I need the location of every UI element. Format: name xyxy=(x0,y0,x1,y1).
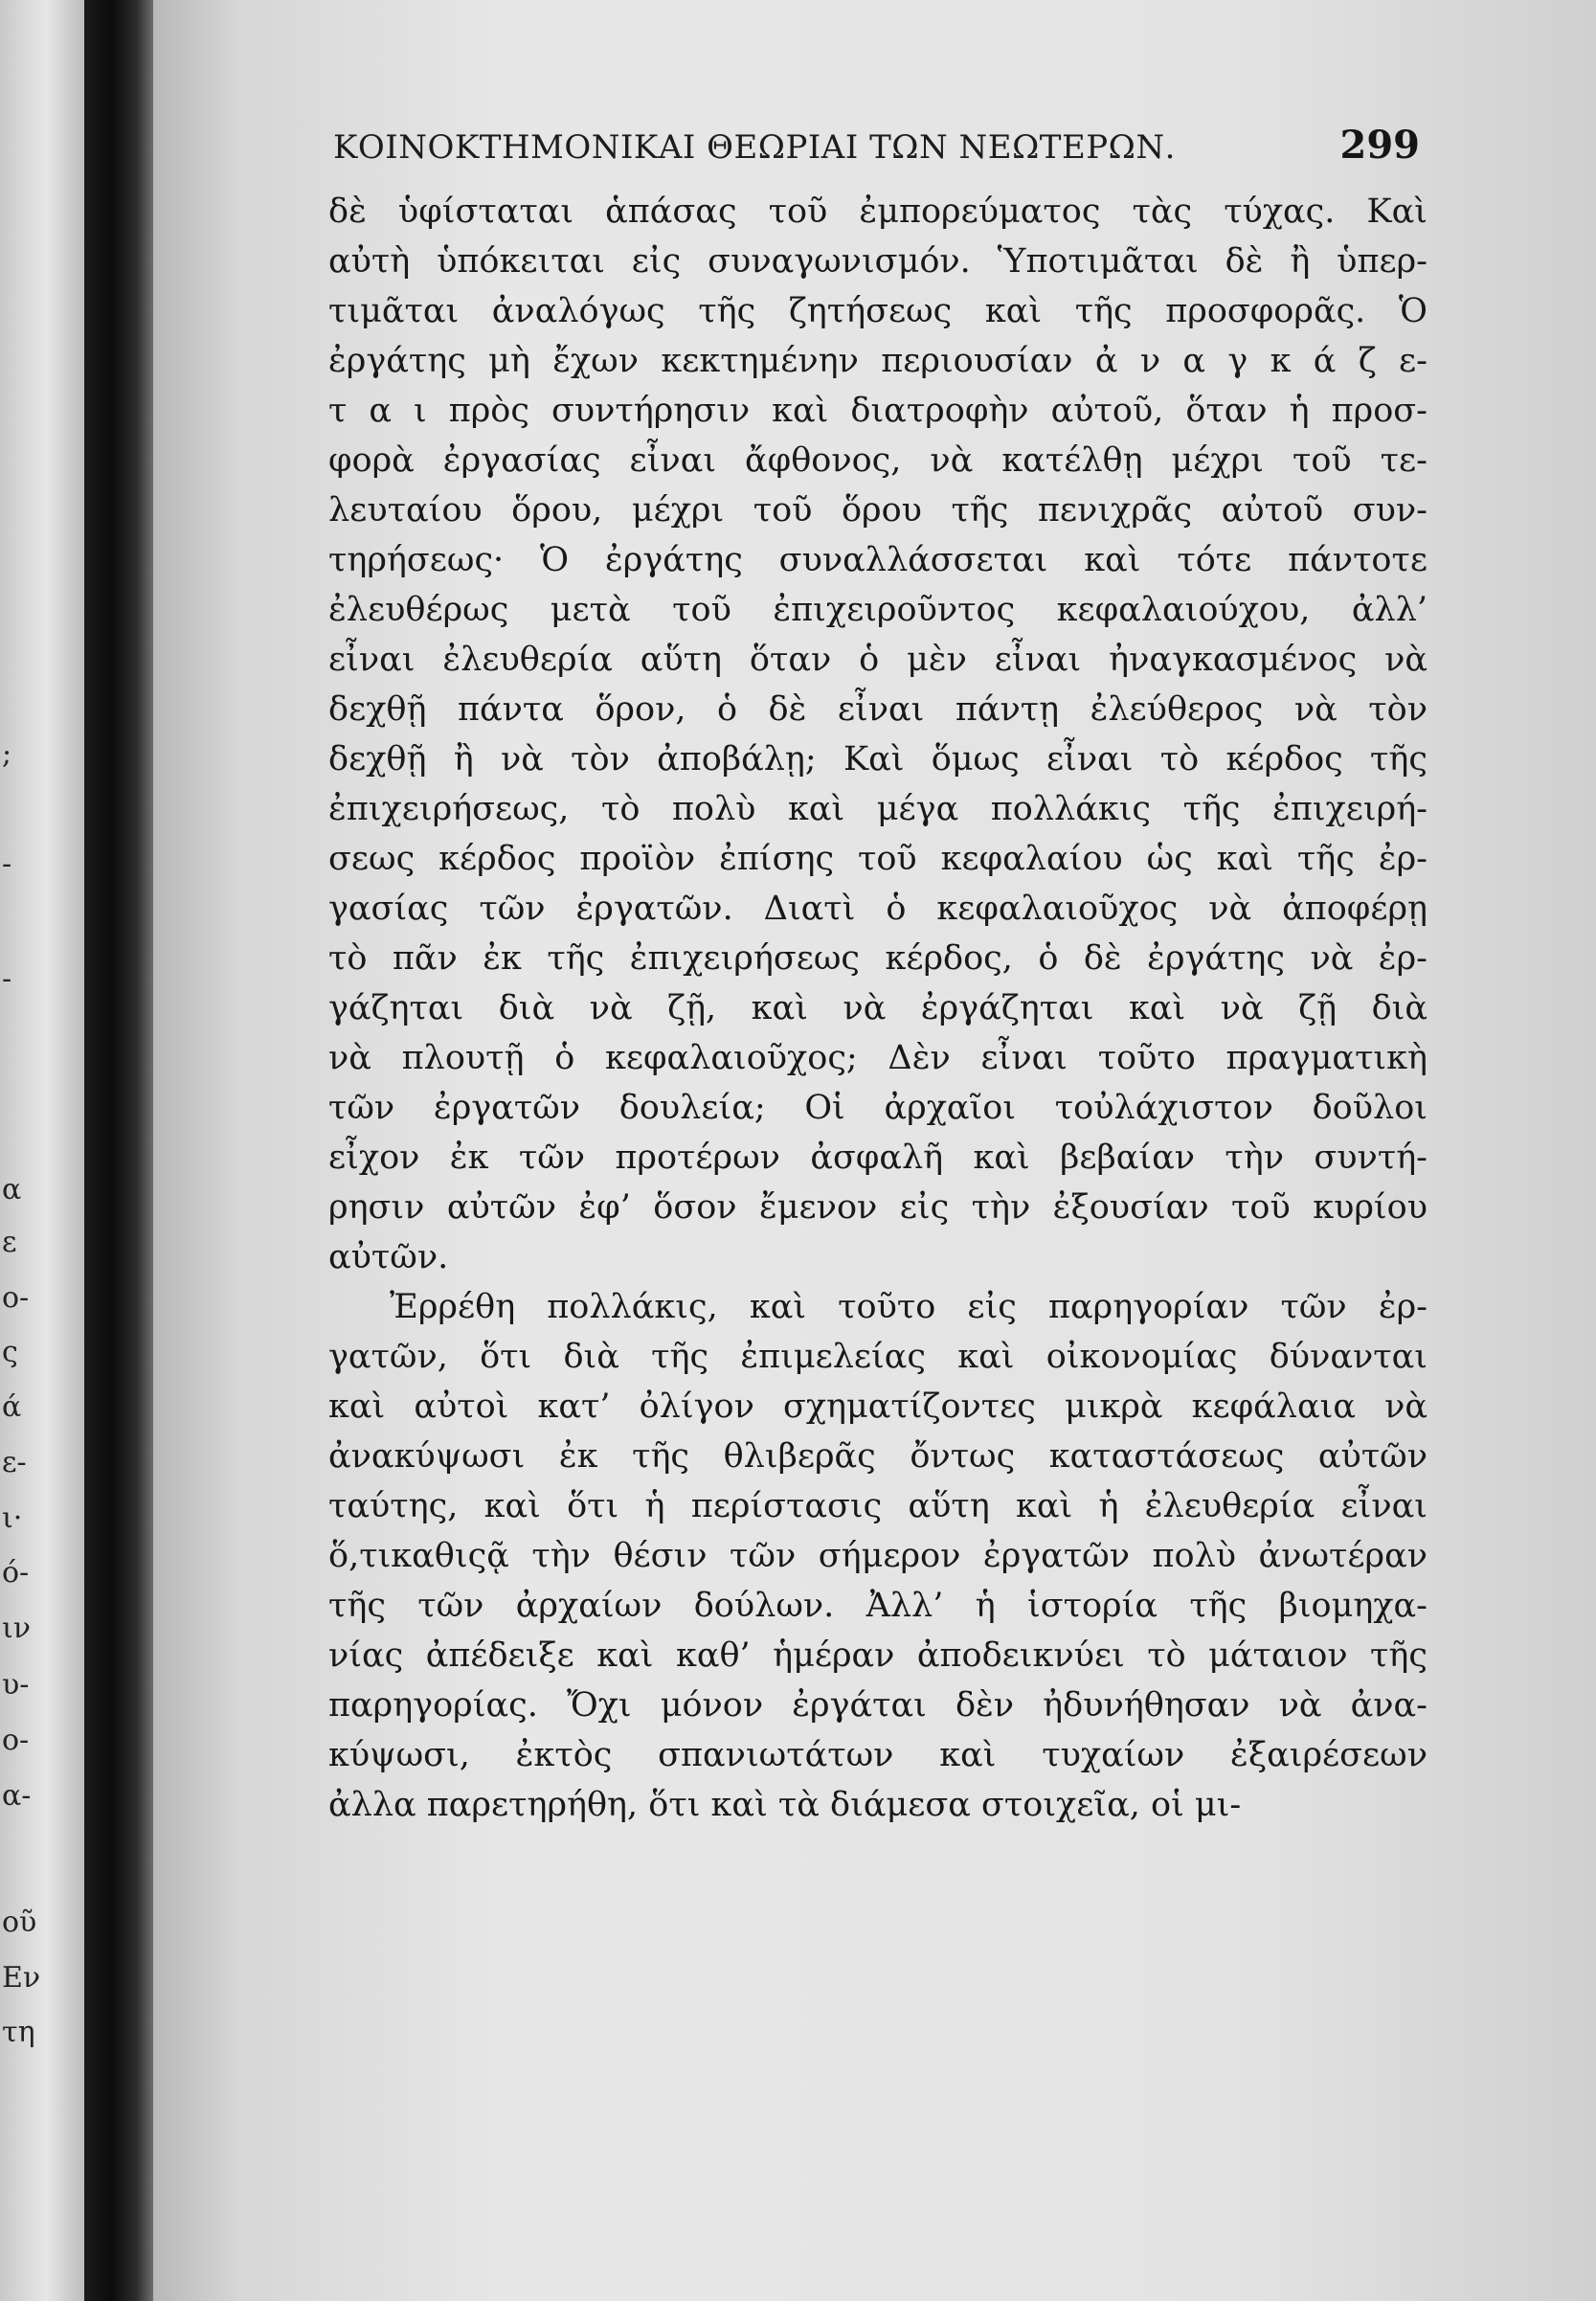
text-line: ἀλλα παρετηρήθη, ὅτι καὶ τὰ διάμεσα στοιχεῖα, οἱ μι- xyxy=(328,1786,1242,1824)
text-line: λευταίου ὅρου, μέχρι τοῦ ὅρου τῆς πενιχρᾶς αὐτοῦ συν- xyxy=(328,491,1427,530)
text-line: εἶναι ἐλευθερία αὕτη ὅταν ὁ μὲν εἶναι ἠναγκασμένος νὰ xyxy=(328,641,1427,679)
text-line: τ α ι πρὸς συντήρησιν καὶ διατροφὴν αὐτοῦ, ὅταν ἡ προσ- xyxy=(328,392,1427,430)
left-facing-page-edge xyxy=(0,0,84,2301)
text-line: τῶν ἐργατῶν δουλεία; Οἱ ἀρχαῖοι τοὐλάχιστον δοῦλοι xyxy=(328,1089,1427,1127)
text-line: φορὰ ἐργασίας εἶναι ἄφθονος, νὰ κατέλθῃ μέχρι τοῦ τε- xyxy=(328,441,1427,480)
left-page-fragment: οῦ xyxy=(2,1906,37,1939)
running-head xyxy=(333,123,1420,176)
text-line: δὲ ὑφίσταται ἁπάσας τοῦ ἐμπορεύματος τὰς τύχας. Καὶ xyxy=(328,192,1427,231)
text-line: δεχθῇ ἢ νὰ τὸν ἀποβάλῃ; Καὶ ὅμως εἶναι τὸ κέρδος τῆς xyxy=(328,740,1427,778)
paragraph xyxy=(328,1282,1427,1830)
left-page-fragment: ό- xyxy=(2,1556,30,1590)
running-head-title: ΚΟΙΝΟΚΤΗΜΟΝΙΚΑΙ ΘΕΩΡΙΑΙ ΤΩΝ ΝΕΩΤΕΡΩΝ. xyxy=(333,128,1176,167)
left-page-fragment: ο- xyxy=(2,1281,30,1315)
left-page-fragment: ς xyxy=(2,1336,18,1369)
left-page-fragment: ιν xyxy=(2,1612,31,1645)
left-page-fragment: - xyxy=(2,962,12,996)
text-line: ταύτης, καὶ ὅτι ἡ περίστασις αὕτη καὶ ἡ ἐλευθερία εἶναι xyxy=(328,1487,1427,1525)
text-line: τιμᾶται ἀναλόγως τῆς ζητήσεως καὶ τῆς προσφορᾶς. Ὁ xyxy=(328,292,1427,330)
book-gutter xyxy=(84,0,153,2301)
left-page-fragment: ε xyxy=(2,1226,17,1259)
left-page-fragment: - xyxy=(2,847,12,881)
book-page xyxy=(153,0,1596,2301)
text-line: ρησιν αὐτῶν ἐφ’ ὅσον ἔμενον εἰς τὴν ἐξουσίαν τοῦ κυρίου xyxy=(328,1188,1427,1227)
text-line: ἀνακύψωσι ἐκ τῆς θλιβερᾶς ὄντως καταστάσεως αὐτῶν xyxy=(328,1437,1427,1476)
paragraph xyxy=(328,187,1427,1282)
text-line: γασίας τῶν ἐργατῶν. Διατὶ ὁ κεφαλαιοῦχος νὰ ἀποφέρῃ xyxy=(328,890,1427,928)
text-line: καὶ αὐτοὶ κατ’ ὀλίγον σχηματίζοντες μικρὰ κεφάλαια νὰ xyxy=(328,1387,1427,1426)
left-page-fragment: α xyxy=(2,1173,22,1207)
left-page-fragment: τη xyxy=(2,2016,35,2049)
text-line: κύψωσι, ἐκτὸς σπανιωτάτων καὶ τυχαίων ἐξαιρέσεων xyxy=(328,1736,1427,1774)
text-line: ἐργάτης μὴ ἔχων κεκτημένην περιουσίαν ἀ ν α γ κ ά ζ ε- xyxy=(328,342,1427,380)
left-page-fragment: ι· xyxy=(2,1501,23,1535)
text-line: νὰ πλουτῇ ὁ κεφαλαιοῦχος; Δὲν εἶναι τοῦτο πραγματικὴ xyxy=(328,1039,1427,1077)
text-line: τηρήσεως· Ὁ ἐργάτης συναλλάσσεται καὶ τότε πάντοτε xyxy=(328,541,1427,579)
page-number: 299 xyxy=(1339,123,1420,168)
left-page-fragment: ; xyxy=(2,737,12,771)
left-page-fragment: υ- xyxy=(2,1668,30,1702)
text-line: αὐτὴ ὑπόκειται εἰς συναγωνισμόν. Ὑποτιμᾶται δὲ ἢ ὑπερ- xyxy=(328,242,1427,281)
text-line: εἶχον ἐκ τῶν προτέρων ἀσφαλῆ καὶ βεβαίαν τὴν συντή- xyxy=(328,1139,1427,1177)
text-line: γατῶν, ὅτι διὰ τῆς ἐπιμελείας καὶ οἰκονομίας δύνανται xyxy=(328,1338,1427,1376)
text-line: Ἐρρέθη πολλάκις, καὶ τοῦτο εἰς παρηγορίαν τῶν ἐρ- xyxy=(390,1288,1427,1326)
left-page-fragment: ε- xyxy=(2,1446,27,1479)
text-line: τῆς τῶν ἀρχαίων δούλων. Ἀλλ’ ἡ ἱστορία τῆς βιομηχα- xyxy=(328,1587,1427,1625)
text-line: γάζηται διὰ νὰ ζῇ, καὶ νὰ ἐργάζηται καὶ νὰ ζῇ διὰ xyxy=(328,989,1427,1027)
left-page-fragment: α- xyxy=(2,1779,32,1813)
left-page-fragment: ά xyxy=(2,1390,22,1424)
text-line: ἐλευθέρως μετὰ τοῦ ἐπιχειροῦντος κεφαλαιούχου, ἀλλ’ xyxy=(328,591,1427,629)
left-page-fragment: ο- xyxy=(2,1724,30,1757)
text-line: ὅ,τικαθιςᾷ τὴν θέσιν τῶν σήμερον ἐργατῶν πολὺ ἀνωτέραν xyxy=(328,1537,1427,1575)
text-line: παρηγορίας. Ὄχι μόνον ἐργάται δὲν ἠδυνήθησαν νὰ ἀνα- xyxy=(328,1686,1427,1725)
text-line: σεως κέρδος προϊὸν ἐπίσης τοῦ κεφαλαίου ὡς καὶ τῆς ἐρ- xyxy=(328,840,1427,878)
text-line: νίας ἀπέδειξε καὶ καθ’ ἡμέραν ἀποδεικνύει τὸ μάταιον τῆς xyxy=(328,1636,1427,1675)
body-text xyxy=(328,187,1427,1830)
text-line: δεχθῇ πάντα ὅρον, ὁ δὲ εἶναι πάντῃ ἐλεύθερος νὰ τὸν xyxy=(328,690,1427,729)
left-page-fragment: Εν xyxy=(2,1961,41,1995)
text-line: τὸ πᾶν ἐκ τῆς ἐπιχειρήσεως κέρδος, ὁ δὲ ἐργάτης νὰ ἐρ- xyxy=(328,939,1427,978)
text-line: αὐτῶν. xyxy=(328,1238,449,1276)
text-line: ἐπιχειρήσεως, τὸ πολὺ καὶ μέγα πολλάκις τῆς ἐπιχειρή- xyxy=(328,790,1427,828)
